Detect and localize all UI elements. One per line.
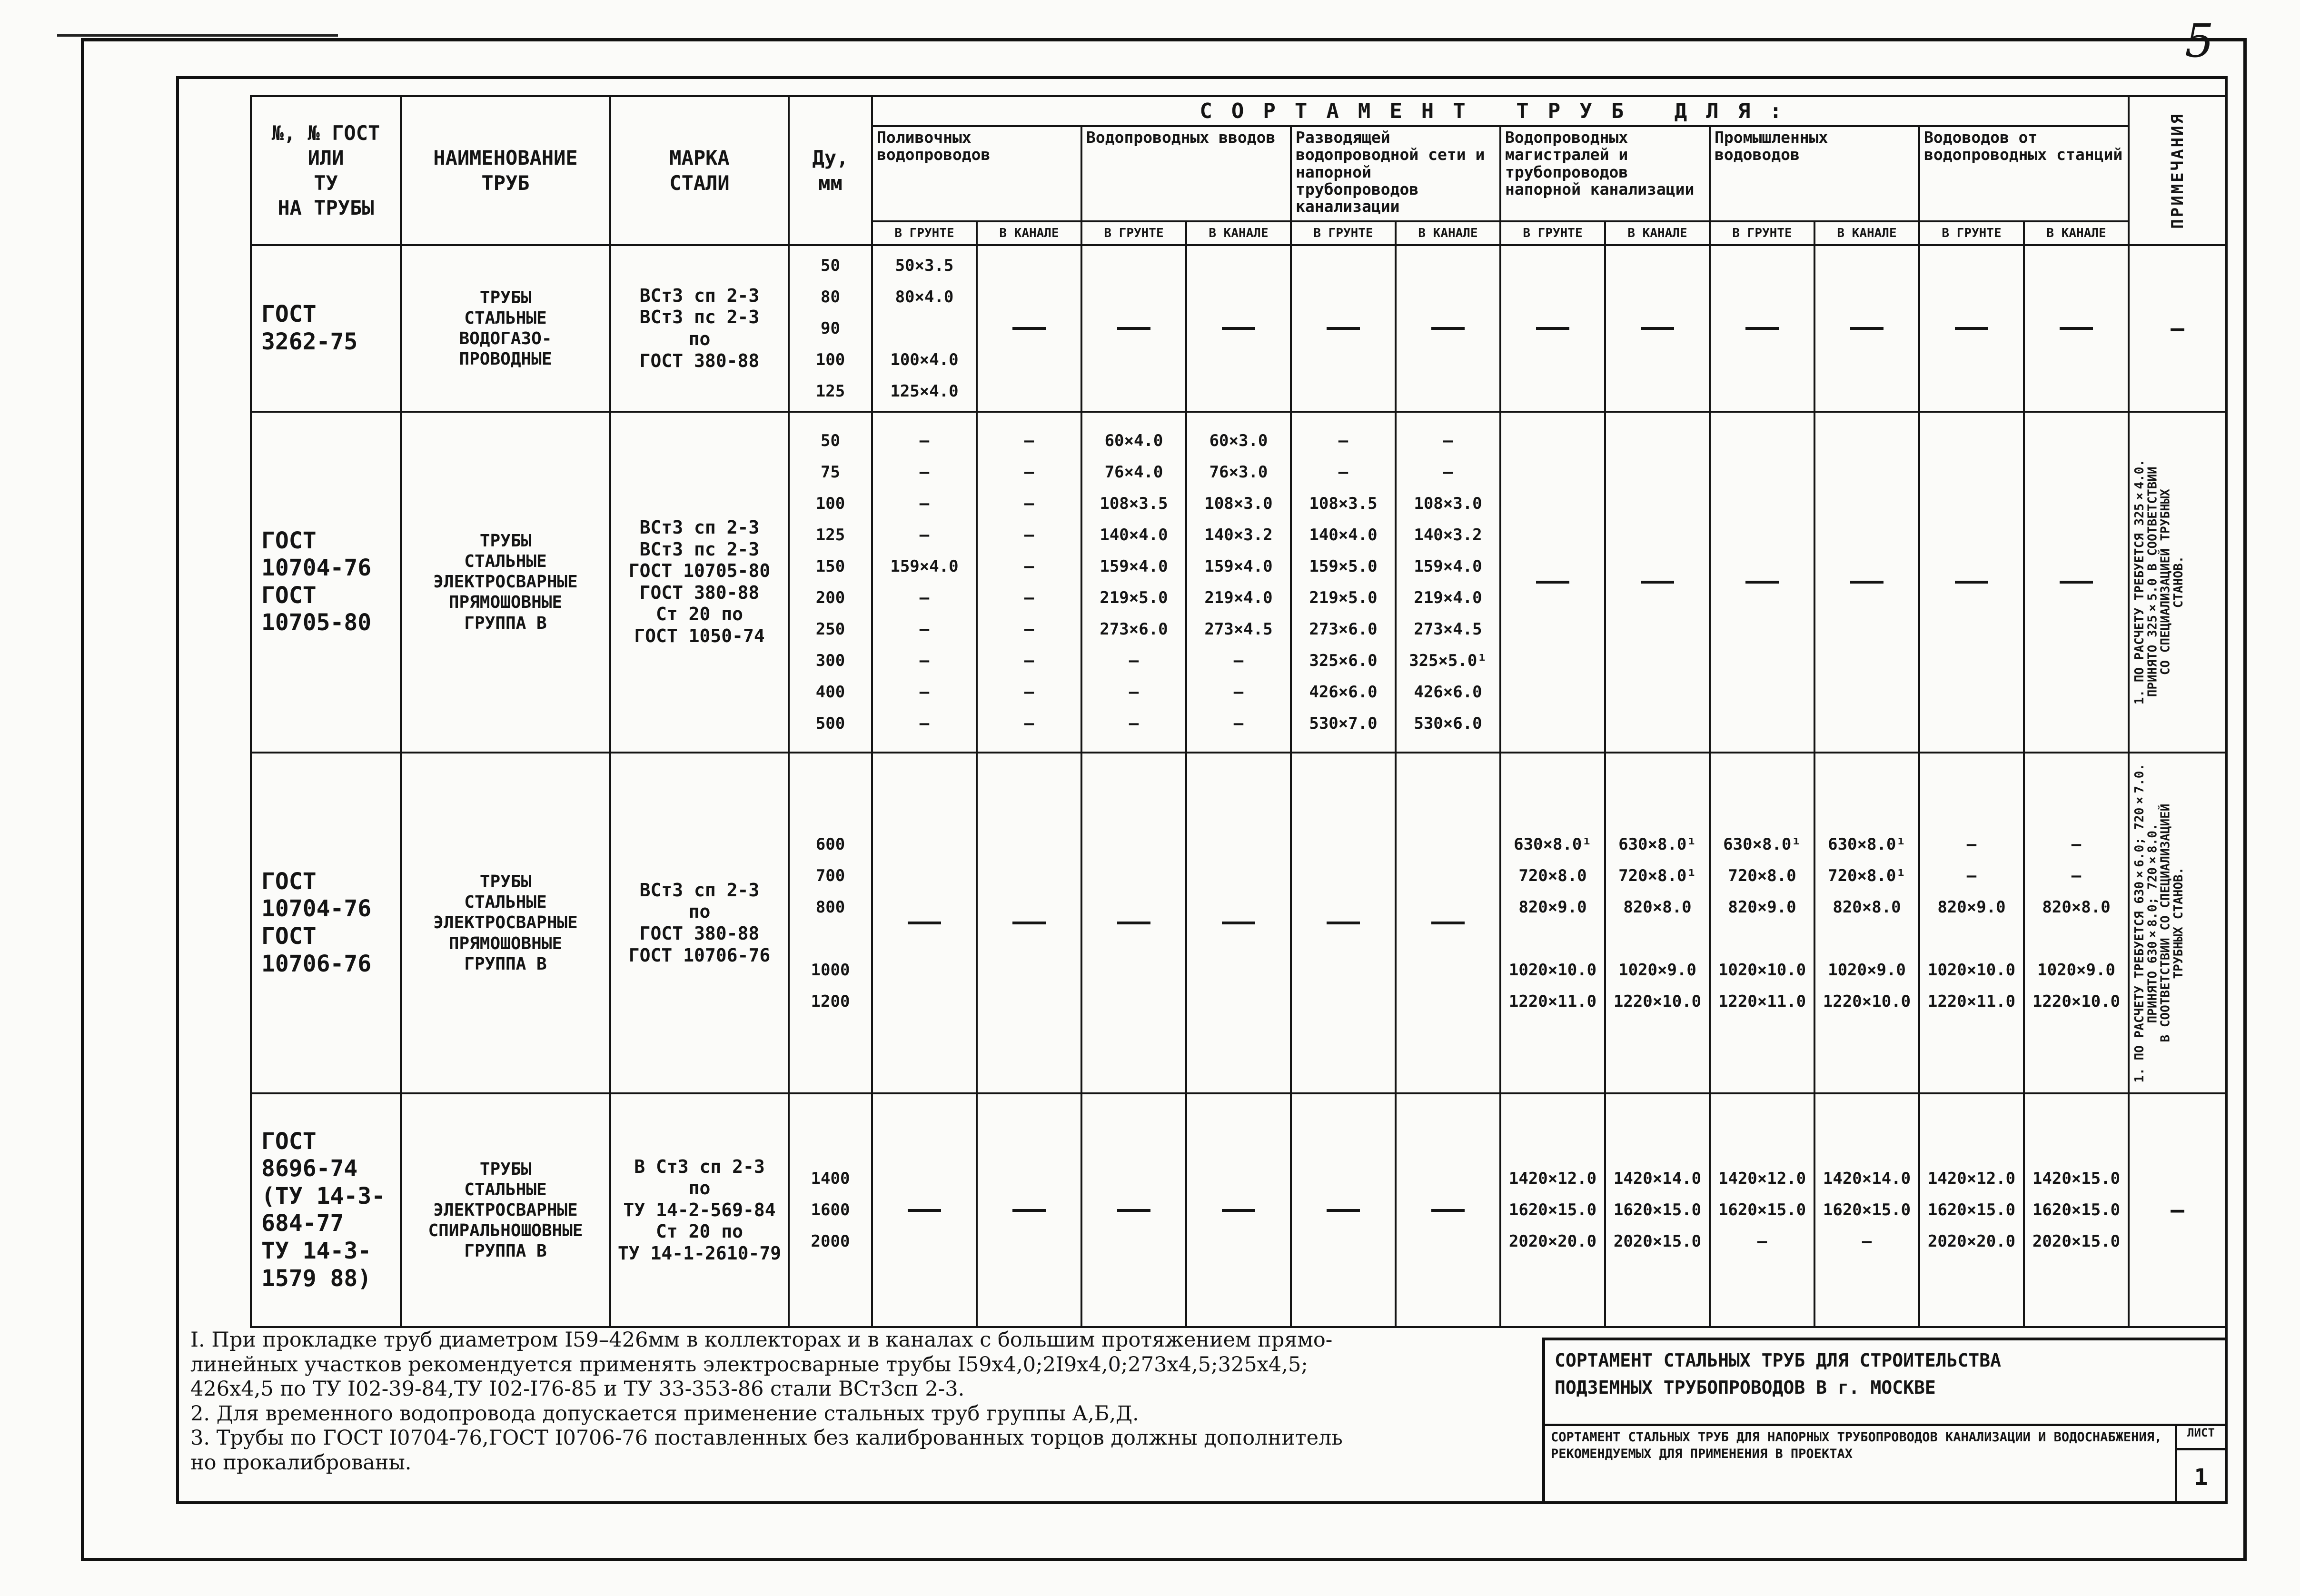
size-value: 219×5.0 — [1309, 588, 1378, 607]
size-value: 630×8.0¹ — [1618, 834, 1696, 854]
header-in-channel: В КАНАЛЕ — [2024, 221, 2129, 245]
table-row — [251, 1093, 2226, 1327]
table-row — [251, 753, 2226, 1093]
size-value: 820×8.0 — [1833, 897, 1901, 917]
dash-mark — [908, 922, 941, 924]
size-value: — — [2071, 834, 2082, 854]
dash-mark — [1955, 581, 1988, 584]
size-cell — [1186, 412, 1291, 753]
size-value: 1420×15.0 — [2032, 1169, 2121, 1189]
dash-mark — [1117, 327, 1150, 330]
size-value: 2020×20.0 — [1508, 1232, 1597, 1251]
size-value: 1420×12.0 — [1508, 1169, 1597, 1189]
dash-mark — [1327, 327, 1360, 330]
dash-mark — [1012, 327, 1046, 330]
size-cell — [1605, 412, 1710, 753]
size-cell — [977, 412, 1081, 753]
sheet-number: 5 — [2185, 14, 2214, 68]
size-cell — [1291, 245, 1396, 412]
size-cell — [1291, 1093, 1396, 1327]
size-cell — [1500, 412, 1605, 753]
size-value: — — [1338, 462, 1348, 482]
size-value: — — [1024, 525, 1034, 545]
size-value: — — [919, 651, 930, 670]
size-cell — [1396, 412, 1500, 753]
size-value: 159×5.0 — [1309, 556, 1378, 576]
size-value: — — [1233, 651, 1244, 670]
size-value: 1020×9.0 — [1828, 960, 1906, 980]
size-value: 108×3.0 — [1414, 494, 1482, 513]
size-value: 125×4.0 — [890, 381, 959, 401]
size-cell — [1605, 753, 1710, 1093]
size-value: 76×4.0 — [1104, 462, 1163, 482]
size-cell — [1605, 1093, 1710, 1327]
size-value: — — [1024, 494, 1034, 513]
dash-mark — [1327, 1209, 1360, 1212]
size-value: 273×6.0 — [1100, 619, 1168, 639]
table-row — [251, 245, 2226, 412]
size-value: 530×6.0 — [1414, 714, 1482, 733]
steel-grade-cell: ВСт3 сп 2-3 ВСт3 пс 2-3 ГОСТ 10705-80 ГОСТ 380-88 Ст 20 по ГОСТ 1050-74 — [610, 412, 789, 753]
size-value: 426×6.0 — [1309, 682, 1378, 702]
size-value: — — [1233, 714, 1244, 733]
size-cell — [1500, 245, 1605, 412]
header-assortment: СОРТАМЕНТ ТРУБ ДЛЯ: — [872, 96, 2129, 126]
size-cell — [2024, 753, 2129, 1093]
size-value: 1020×10.0 — [1718, 960, 1806, 980]
size-value: 50×3.5 — [895, 256, 954, 275]
size-value: 1220×10.0 — [2032, 991, 2121, 1011]
size-cell — [872, 412, 977, 753]
size-value: 2020×20.0 — [1927, 1232, 2016, 1251]
header-name: НАИМЕНОВАНИЕ ТРУБ — [401, 96, 610, 245]
size-value: 1620×15.0 — [1823, 1200, 1911, 1220]
size-value: — — [919, 682, 930, 702]
size-value: — — [1024, 714, 1034, 733]
size-value: 630×8.0¹ — [1514, 834, 1592, 854]
size-cell — [977, 245, 1081, 412]
size-value: — — [919, 431, 930, 450]
size-value: 60×4.0 — [1104, 431, 1163, 450]
size-value: — — [1129, 651, 1139, 670]
header-notes: ПРИМЕЧАНИЯ — [2129, 96, 2226, 245]
size-value: 108×3.0 — [1204, 494, 1273, 513]
size-value — [2029, 923, 2124, 954]
note-cell: 1. ПО РАСЧЕТУ ТРЕБУЕТСЯ 630×6.0; 720×7.0. ПРИНЯТО 630×8.0; 720×8.0. В СООТВЕТСТВИИ СО СПЕЦИАЛИЗАЦИЕЙ ТРУБНЫХ СТАНОВ. — [2129, 753, 2226, 1093]
size-cell — [1814, 412, 1919, 753]
note-cell: — — [2129, 1093, 2226, 1327]
size-value: — — [1443, 431, 1453, 450]
size-value: 1620×15.0 — [1718, 1200, 1806, 1220]
dash-mark — [1117, 922, 1150, 924]
size-value: — — [1024, 556, 1034, 576]
pipe-name-cell: ТРУБЫ СТАЛЬНЫЕ ВОДОГАЗО- ПРОВОДНЫЕ — [401, 245, 610, 412]
size-cell — [1186, 1093, 1291, 1327]
size-value: 159×4.0 — [1414, 556, 1482, 576]
dash-mark — [1641, 327, 1674, 330]
size-cell — [1396, 1093, 1500, 1327]
header-group: Разводящей водопроводной сети и напорной трубопроводов канализации — [1291, 126, 1500, 221]
size-value: 1420×14.0 — [1613, 1169, 1702, 1189]
steel-grade-cell: ВСт3 сп 2-3 по ГОСТ 380-88 ГОСТ 10706-76 — [610, 753, 789, 1093]
nominal-diameter-cell: 600 700 800 1000 1200 — [789, 753, 872, 1093]
dash-mark — [1012, 1209, 1046, 1212]
size-value: 159×4.0 — [1100, 556, 1168, 576]
title-block-subtitle: СОРТАМЕНТ СТАЛЬНЫХ ТРУБ ДЛЯ НАПОРНЫХ ТРУБОПРОВОДОВ КАНАЛИЗАЦИИ И ВОДОСНАБЖЕНИЯ, РЕКОМЕНДУЕМЫХ ДЛЯ ПРИМЕНЕНИЯ В ПРОЕКТАХ — [1545, 1426, 2177, 1504]
dash-mark — [1850, 581, 1884, 584]
size-value: 1220×10.0 — [1613, 991, 1702, 1011]
header-group: Водопроводных вводов — [1081, 126, 1291, 221]
size-cell — [2024, 412, 2129, 753]
size-value: 1620×15.0 — [1927, 1200, 2016, 1220]
dash-mark — [1431, 1209, 1465, 1212]
header-in-channel: В КАНАЛЕ — [1605, 221, 1710, 245]
size-value: — — [919, 588, 930, 607]
size-value: — — [1129, 714, 1139, 733]
size-cell — [977, 1093, 1081, 1327]
dash-mark — [1745, 581, 1779, 584]
size-value: 630×8.0¹ — [1723, 834, 1801, 854]
header-in-channel: В КАНАЛЕ — [1396, 221, 1500, 245]
steel-grade-cell: В Ст3 сп 2-3 по ТУ 14-2-569-84 Ст 20 по ТУ 14-1-2610-79 — [610, 1093, 789, 1327]
size-value — [877, 313, 972, 344]
size-value: — — [919, 619, 930, 639]
dash-mark — [1431, 922, 1465, 924]
footnote-line: I. При прокладке труб диаметром I59–426мм в коллекторах и в каналах с большим протяжением прямо- — [190, 1328, 1333, 1352]
size-cell — [1919, 1093, 2024, 1327]
size-value: 1620×15.0 — [2032, 1200, 2121, 1220]
header-in-ground: В ГРУНТЕ — [1081, 221, 1186, 245]
gost-cell: ГОСТ 10704-76 ГОСТ 10706-76 — [251, 753, 401, 1093]
size-cell — [1710, 245, 1814, 412]
note-cell: 1. ПО РАСЧЕТУ ТРЕБУЕТСЯ 325×4.0. ПРИНЯТО 325×5.0 В СООТВЕТСТВИИ СО СПЕЦИАЛИЗАЦИЕЙ ТРУБНЫХ СТАНОВ. — [2129, 412, 2226, 753]
header-in-ground: В ГРУНТЕ — [872, 221, 977, 245]
header-dn: Ду, мм — [789, 96, 872, 245]
size-value: 273×4.5 — [1204, 619, 1273, 639]
size-value: 820×9.0 — [1937, 897, 2006, 917]
size-value: 820×9.0 — [1518, 897, 1587, 917]
size-value: 273×6.0 — [1309, 619, 1378, 639]
dash-mark — [1745, 327, 1779, 330]
size-value: 1420×12.0 — [1718, 1169, 1806, 1189]
size-value: 159×4.0 — [890, 556, 959, 576]
size-value: 720×8.0¹ — [1828, 866, 1906, 885]
size-value: — — [1966, 866, 1977, 885]
size-value: — — [2071, 866, 2082, 885]
nominal-diameter-cell: 1400 1600 2000 — [789, 1093, 872, 1327]
sheet-value: 1 — [2194, 1464, 2208, 1491]
size-cell — [1081, 753, 1186, 1093]
size-value: 80×4.0 — [895, 287, 954, 307]
header-steel: МАРКА СТАЛИ — [610, 96, 789, 245]
dash-mark — [1222, 922, 1255, 924]
dash-mark — [2060, 327, 2093, 330]
size-value: 2020×15.0 — [1613, 1232, 1702, 1251]
size-value: 1020×9.0 — [2037, 960, 2115, 980]
size-value: 108×3.5 — [1100, 494, 1168, 513]
size-value: 1020×10.0 — [1508, 960, 1597, 980]
size-value: 1220×10.0 — [1823, 991, 1911, 1011]
header-in-ground: В ГРУНТЕ — [1710, 221, 1814, 245]
size-value: 2020×15.0 — [2032, 1232, 2121, 1251]
size-value: — — [1757, 1232, 1767, 1251]
size-value: 1420×14.0 — [1823, 1169, 1911, 1189]
size-value: 1620×15.0 — [1613, 1200, 1702, 1220]
gost-cell: ГОСТ 3262-75 — [251, 245, 401, 412]
footnote-line: 3. Трубы по ГОСТ I0704-76,ГОСТ I0706-76 поставленных без калиброванных торцов должны дополнитель — [190, 1426, 1343, 1450]
size-value: 720×8.0¹ — [1618, 866, 1696, 885]
size-value: 140×4.0 — [1309, 525, 1378, 545]
size-cell — [1500, 753, 1605, 1093]
size-value: — — [919, 525, 930, 545]
size-cell — [1396, 245, 1500, 412]
stray-mark — [57, 34, 338, 37]
size-value — [1819, 923, 1914, 954]
size-value: 630×8.0¹ — [1828, 834, 1906, 854]
size-value: — — [1443, 462, 1453, 482]
size-cell — [1081, 412, 1186, 753]
dash-mark — [1536, 327, 1569, 330]
size-cell — [977, 753, 1081, 1093]
gost-cell: ГОСТ 8696-74 (ТУ 14-3-684-77 ТУ 14-3-1579 88) — [251, 1093, 401, 1327]
size-value: 325×5.0¹ — [1409, 651, 1487, 670]
size-value: — — [919, 462, 930, 482]
size-value: — — [1129, 682, 1139, 702]
size-cell — [872, 753, 977, 1093]
title-block-sheet — [2177, 1426, 2225, 1504]
size-cell — [1186, 753, 1291, 1093]
dash-mark — [1536, 581, 1569, 584]
dash-mark — [1222, 327, 1255, 330]
size-cell — [1814, 245, 1919, 412]
footnote-line: линейных участков рекомендуется применять электросварные трубы I59x4,0;2I9x4,0;273x4,5;325x4,5; — [190, 1352, 1308, 1377]
size-value: 1220×11.0 — [1508, 991, 1597, 1011]
nominal-diameter-cell: 50 75 100 125 150 200 250 300 400 500 — [789, 412, 872, 753]
size-cell — [1081, 1093, 1186, 1327]
nominal-diameter-cell: 50 80 90 100 125 — [789, 245, 872, 412]
gost-cell: ГОСТ 10704-76 ГОСТ 10705-80 — [251, 412, 401, 753]
size-cell — [1919, 753, 2024, 1093]
steel-grade-cell: ВСт3 сп 2-3 ВСт3 пс 2-3 по ГОСТ 380-88 — [610, 245, 789, 412]
size-cell — [1186, 245, 1291, 412]
dash-mark — [1327, 922, 1360, 924]
size-cell — [1081, 245, 1186, 412]
size-value: — — [1024, 431, 1034, 450]
size-value — [1924, 923, 2019, 954]
pipe-name-cell: ТРУБЫ СТАЛЬНЫЕ ЭЛЕКТРОСВАРНЫЕ ПРЯМОШОВНЫЕ ГРУППА В — [401, 412, 610, 753]
footnote-line: но прокалиброваны. — [190, 1450, 412, 1475]
size-value: 1220×11.0 — [1927, 991, 2016, 1011]
size-cell — [1814, 753, 1919, 1093]
header-group: Поливочных водопроводов — [872, 126, 1081, 221]
size-value: 820×8.0 — [1623, 897, 1692, 917]
header-in-ground: В ГРУНТЕ — [1291, 221, 1396, 245]
size-value: 1020×9.0 — [1618, 960, 1696, 980]
size-value: 108×3.5 — [1309, 494, 1378, 513]
footnote-line: 426x4,5 по ТУ I02-39-84,ТУ I02-I76-85 и ТУ 33-353-86 стали ВСт3сп 2-3. — [190, 1377, 965, 1401]
size-cell — [1396, 753, 1500, 1093]
dash-mark — [1431, 327, 1465, 330]
dash-mark — [1012, 922, 1046, 924]
header-in-channel: В КАНАЛЕ — [1186, 221, 1291, 245]
size-cell — [872, 1093, 977, 1327]
dash-mark — [2060, 581, 2093, 584]
dash-mark — [1222, 1209, 1255, 1212]
size-value: 720×8.0 — [1518, 866, 1587, 885]
size-value: 1420×12.0 — [1927, 1169, 2016, 1189]
header-in-channel: В КАНАЛЕ — [1814, 221, 1919, 245]
size-cell — [872, 245, 977, 412]
size-value: 426×6.0 — [1414, 682, 1482, 702]
dash-mark — [1641, 581, 1674, 584]
size-cell — [1814, 1093, 1919, 1327]
size-cell — [2024, 1093, 2129, 1327]
size-value — [1610, 923, 1705, 954]
note-cell: — — [2129, 245, 2226, 412]
size-value: — — [1024, 619, 1034, 639]
size-value: 1020×10.0 — [1927, 960, 2016, 980]
header-in-channel: В КАНАЛЕ — [977, 221, 1081, 245]
size-cell — [1710, 412, 1814, 753]
size-value: — — [919, 714, 930, 733]
dash-mark — [1955, 327, 1988, 330]
header-gost: №, № ГОСТ ИЛИ ТУ НА ТРУБЫ — [251, 96, 401, 245]
table-row — [251, 412, 2226, 753]
size-value: 325×6.0 — [1309, 651, 1378, 670]
size-value: 820×9.0 — [1728, 897, 1796, 917]
header-group: Промышленных водоводов — [1710, 126, 1919, 221]
title-block — [1542, 1338, 2228, 1504]
size-value: 100×4.0 — [890, 350, 959, 369]
size-value — [1505, 923, 1600, 954]
header-in-ground: В ГРУНТЕ — [1500, 221, 1605, 245]
size-value: 530×7.0 — [1309, 714, 1378, 733]
header-in-ground: В ГРУНТЕ — [1919, 221, 2024, 245]
size-value: — — [1024, 651, 1034, 670]
pipe-name-cell: ТРУБЫ СТАЛЬНЫЕ ЭЛЕКТРОСВАРНЫЕ СПИРАЛЬНОШОВНЫЕ ГРУППА В — [401, 1093, 610, 1327]
dash-mark — [1117, 1209, 1150, 1212]
size-cell — [1291, 753, 1396, 1093]
size-value: 1220×11.0 — [1718, 991, 1806, 1011]
header-group: Водопроводных магистралей и трубопроводов напорной канализации — [1500, 126, 1710, 221]
size-value: 140×3.2 — [1414, 525, 1482, 545]
size-value: 1620×15.0 — [1508, 1200, 1597, 1220]
dash-mark — [908, 1209, 941, 1212]
size-cell — [1710, 1093, 1814, 1327]
size-value: 219×4.0 — [1414, 588, 1482, 607]
dash-mark — [1850, 327, 1884, 330]
size-value: — — [1024, 588, 1034, 607]
size-cell — [1605, 245, 1710, 412]
pipe-name-cell: ТРУБЫ СТАЛЬНЫЕ ЭЛЕКТРОСВАРНЫЕ ПРЯМОШОВНЫЕ ГРУППА В — [401, 753, 610, 1093]
size-value: — — [1862, 1232, 1872, 1251]
size-value: 219×4.0 — [1204, 588, 1273, 607]
size-value: — — [1966, 834, 1977, 854]
size-value — [1715, 923, 1810, 954]
size-value: 219×5.0 — [1100, 588, 1168, 607]
footnotes — [190, 1328, 1547, 1476]
size-value: 720×8.0 — [1728, 866, 1796, 885]
size-cell — [1919, 412, 2024, 753]
size-cell — [2024, 245, 2129, 412]
sheet-label: ЛИСТ — [2177, 1426, 2225, 1450]
size-value: — — [1024, 682, 1034, 702]
size-value: 140×4.0 — [1100, 525, 1168, 545]
title-block-title: СОРТАМЕНТ СТАЛЬНЫХ ТРУБ ДЛЯ СТРОИТЕЛЬСТВА ПОДЗЕМНЫХ ТРУБОПРОВОДОВ В г. МОСКВЕ — [1545, 1340, 2225, 1426]
size-value: — — [1024, 462, 1034, 482]
size-value: 76×3.0 — [1209, 462, 1268, 482]
size-cell — [1710, 753, 1814, 1093]
pipe-assortment-table — [250, 95, 2227, 1328]
size-value: — — [1233, 682, 1244, 702]
size-value: 60×3.0 — [1209, 431, 1268, 450]
footnote-line: 2. Для временного водопровода допускается применение стальных труб группы А,Б,Д. — [190, 1401, 1139, 1426]
size-value: — — [1338, 431, 1348, 450]
size-value: — — [919, 494, 930, 513]
size-value: 273×4.5 — [1414, 619, 1482, 639]
size-cell — [1919, 245, 2024, 412]
size-cell — [1291, 412, 1396, 753]
size-value: 159×4.0 — [1204, 556, 1273, 576]
size-cell — [1500, 1093, 1605, 1327]
size-value: 140×3.2 — [1204, 525, 1273, 545]
size-value: 820×8.0 — [2042, 897, 2111, 917]
header-group: Водоводов от водопроводных станций — [1919, 126, 2129, 221]
